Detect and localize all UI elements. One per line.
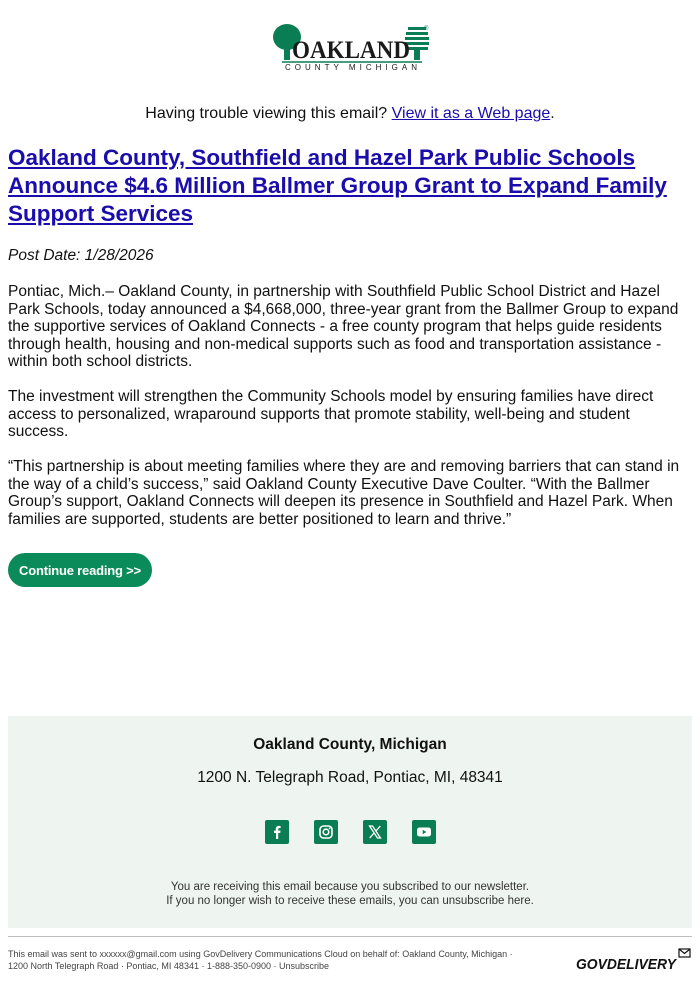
article-headline [8, 144, 692, 228]
article-paragraph: The investment will strengthen the Community Schools model by ensuring families have direct access to personalized, wraparound supports that promote stability, well-being and student success. [8, 388, 654, 441]
svg-text:®: ® [424, 26, 429, 32]
logo-wordmark: OAKLAND [292, 37, 410, 64]
youtube-icon[interactable] [412, 820, 436, 844]
headline-link[interactable]: Oakland County, Southfield and Hazel Park Public Schools Announce $4.6 Million Ballmer Group Grant to Expand Family Support Services [8, 145, 667, 226]
social-links [8, 820, 692, 844]
footer-divider [8, 936, 692, 937]
logo-subtitle: COUNTY MICHIGAN [285, 63, 417, 72]
continue-reading-button[interactable]: Continue reading >> [8, 553, 152, 587]
view-web-link[interactable]: View it as a Web page [391, 105, 551, 122]
article-paragraph: Pontiac, Mich.– Oakland County, in partnership with Southfield Public School District and Hazel Park Schools, today announced a $4,668,000, three-year grant from the Ballmer Group to expand the supportive services of Oakland Connects - a free county program that helps guide residents through health, housing and non-medical supports such as food and transportation assistance - within both school districts. [8, 283, 679, 371]
unsubscribe-line[interactable]: If you no longer wish to receive these emails, you can unsubscribe here. [166, 895, 534, 907]
legal-footer [8, 948, 578, 972]
view-web-notice: Having trouble viewing this email? View it as a Web page. [145, 105, 555, 122]
article-paragraph: “This partnership is about meeting families where they are and removing barriers that can stand in the way of a child’s success,” said Oakland County Executive Dave Coulter. “With the Ballmer Group’s support, Oakland Connects will deepen its presence in Southfield and Hazel Park. When families are supported, students are better positioned to learn and thrive.” [8, 458, 680, 528]
view-web-text: Having trouble viewing this email? [145, 105, 388, 122]
govdelivery-wordmark: GOVDELIVERY [576, 956, 678, 972]
post-date: Post Date: 1/28/2026 [8, 247, 154, 264]
subscription-note: You are receiving this email because you subscribed to our newsletter. If you no longer wish to receive these emails, you can unsubscribe here. [8, 880, 692, 908]
footer-address: 1200 N. Telegraph Road, Pontiac, MI, 48341 [197, 769, 503, 786]
footer [8, 716, 692, 928]
instagram-icon[interactable] [314, 820, 338, 844]
facebook-icon[interactable] [265, 820, 289, 844]
x-icon[interactable] [363, 820, 387, 844]
govdelivery-logo[interactable] [576, 948, 692, 972]
footer-org-name: Oakland County, Michigan [253, 736, 447, 753]
legal-line-1: This email was sent to xxxxxx@gmail.com using GovDelivery Communications Cloud on behalf of: Oakland County, Michigan · [8, 949, 513, 959]
oakland-county-logo[interactable] [272, 22, 432, 74]
legal-line-2: 1200 North Telegraph Road · Pontiac, MI 48341 · 1-888-350-0900 · Unsubscribe [8, 961, 330, 971]
